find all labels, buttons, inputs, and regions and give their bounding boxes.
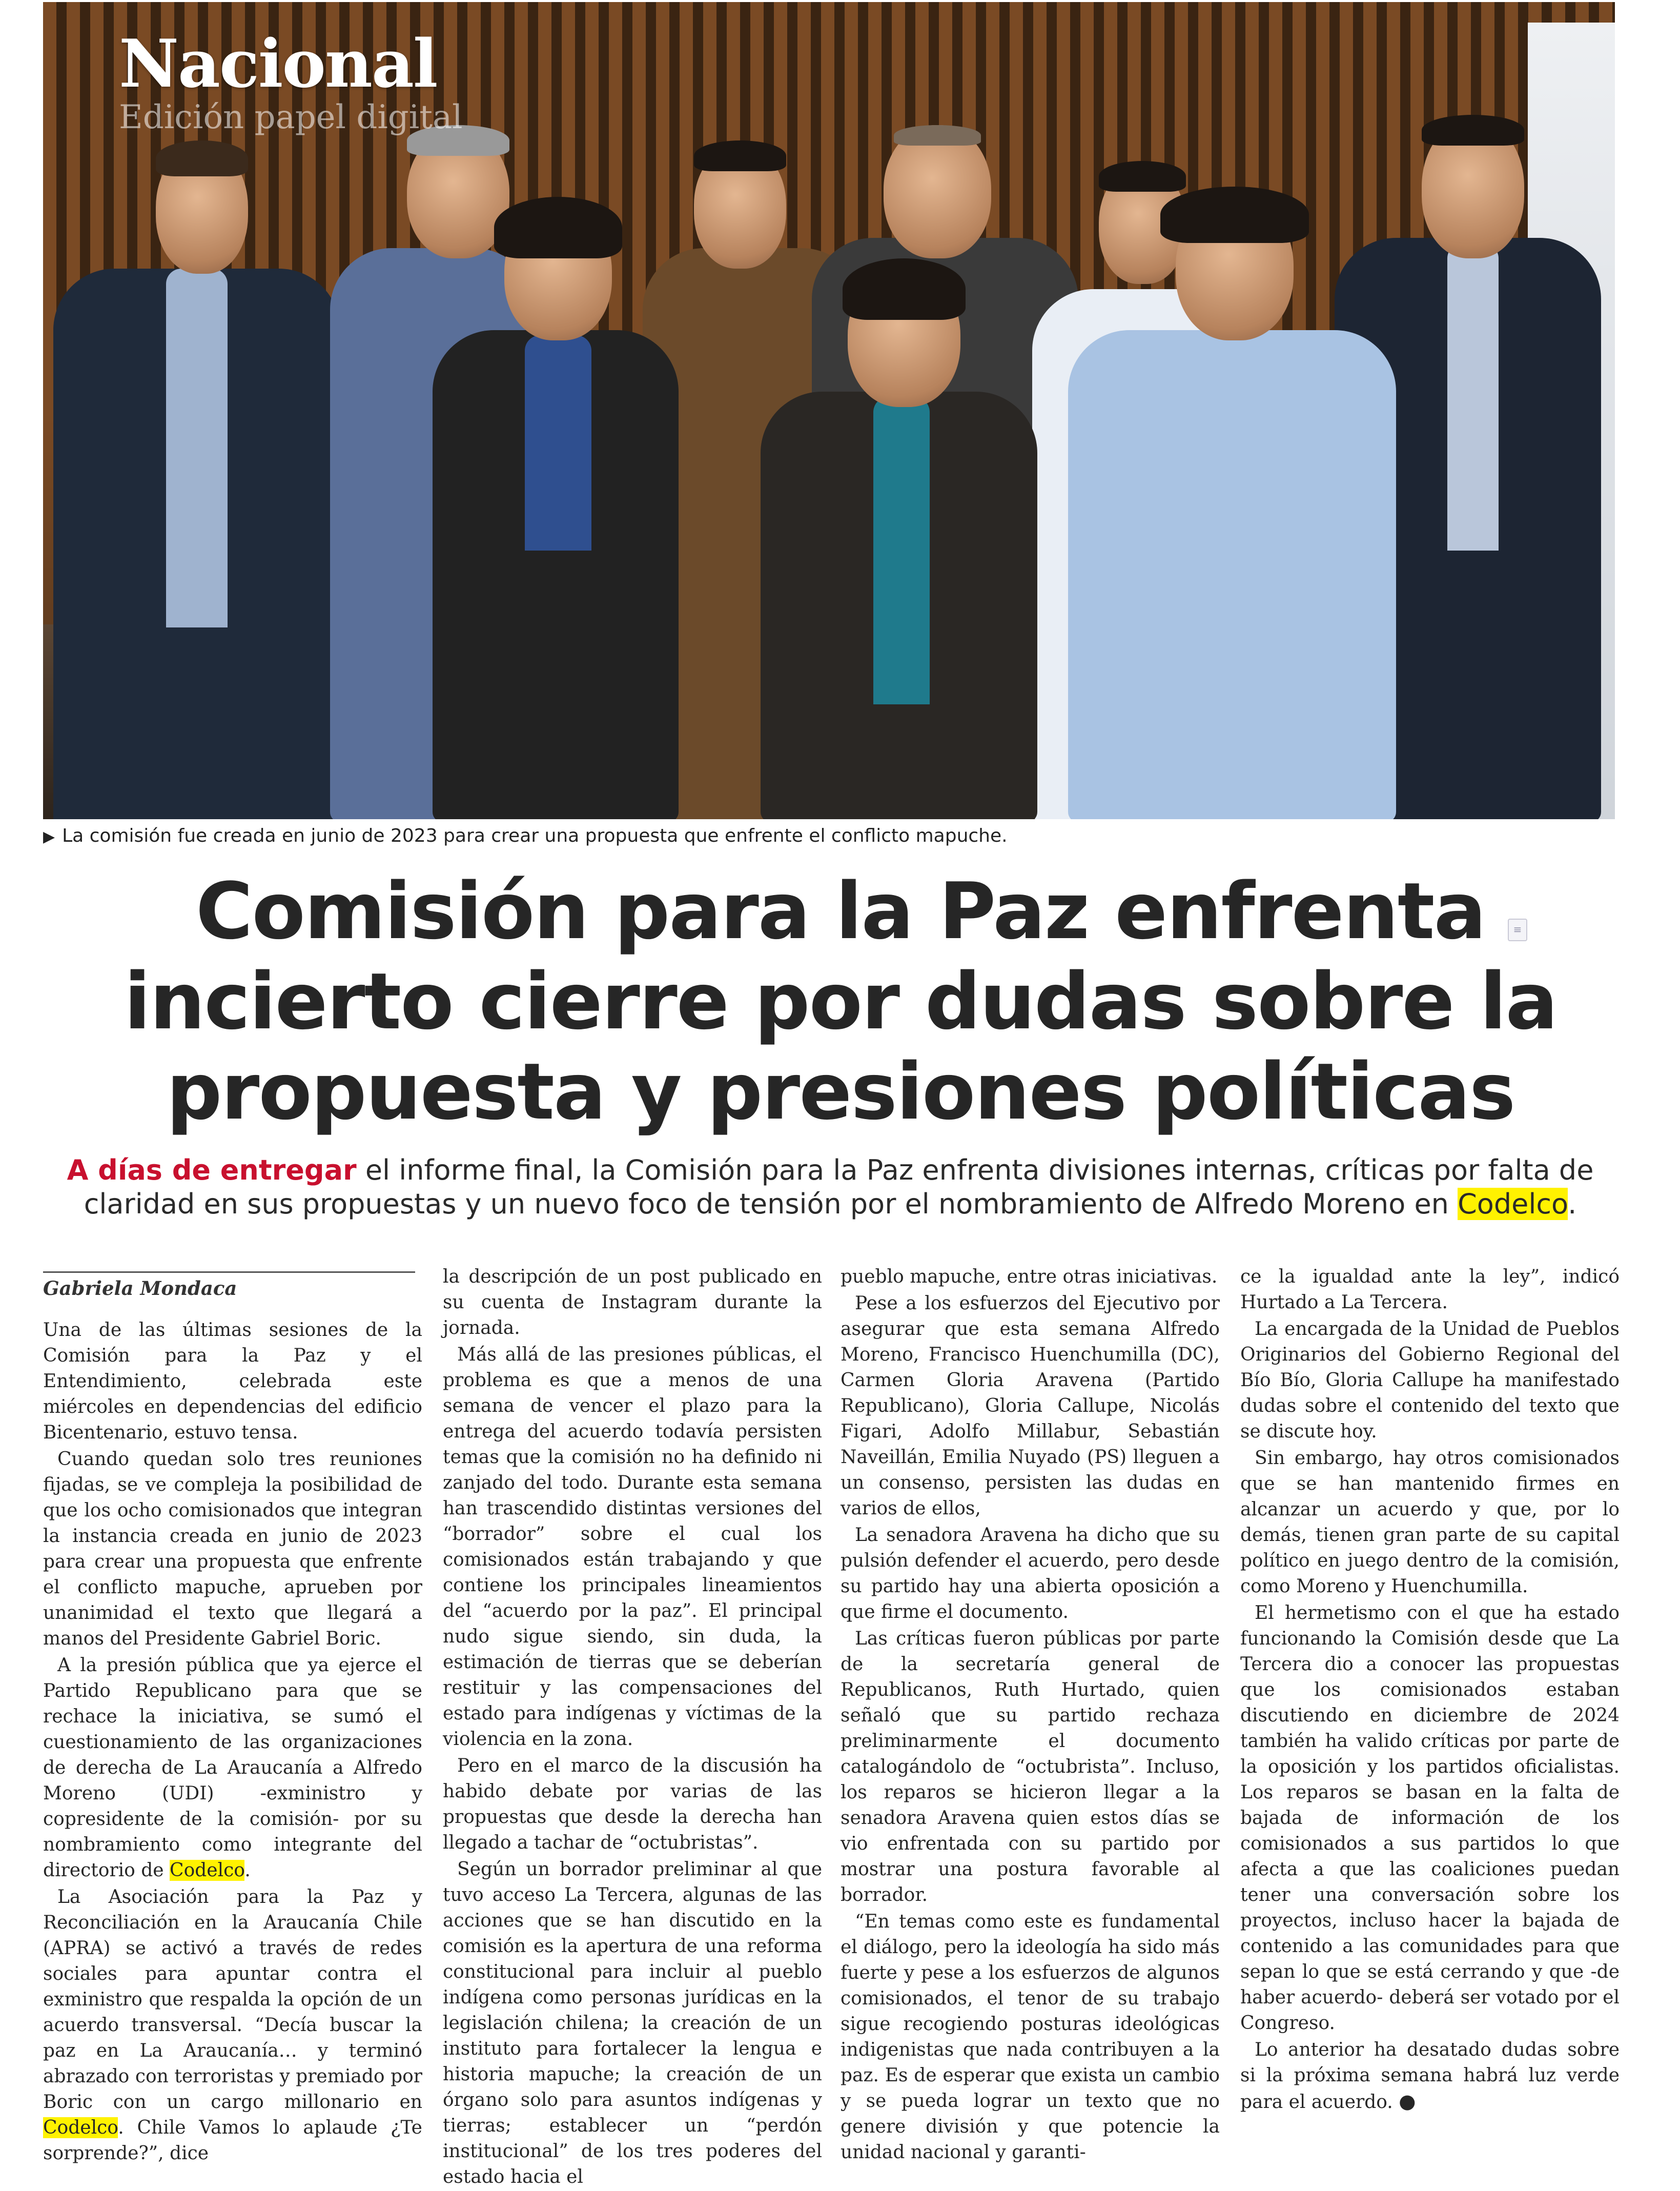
paragraph-text: . (244, 1860, 251, 1881)
paragraph: El hermetismo con el que ha estado funcionando la Comisión desde que La Tercera dio a conocer las propuestas que los comisionados estaban discutiendo en diciembre de 2024 también ha valido críticas por parte de la oposición y los partidos oficialistas. Los reparos se basan en la falta de bajada de información de los comisionados a sus partidos lo que afecta a que las coaliciones puedan tener una conversación sobre los proyectos, incluso hacer la bajada de contenido a las comunidades para que sepan lo que se está cerrando y que -de haber acuerdo- deberá ser votado por el Congreso. (1240, 1602, 1620, 2034)
note-icon[interactable]: ≡ (1508, 919, 1527, 941)
paragraph: Cuando quedan solo tres reuniones fijadas, se ve compleja la posibilidad de que los ocho comisionados que integran la instancia creada en junio de 2023 para crear una propuesta que enfrente el conflicto mapuche, aprueben por unanimidad el texto que llegará a manos del Presidente Gabriel Boric. (43, 1449, 422, 1649)
paragraph: Sin embargo, hay otros comisionados que se han mantenido firmes en alcanzar un acuerdo y que, por lo demás, tienen gran parte de su capital político en juego dentro de la comisión, como Moreno y Huenchumilla. (1240, 1448, 1620, 1597)
lead-text: el informe final, la Comisión para la Paz enfrenta divisiones internas, críticas por falta de claridad en sus propuestas y un nuevo foco de tensión por el nombramiento de Alfredo Moreno en (84, 1154, 1594, 1220)
paragraph-text: A la presión pública que ya ejerce el Partido Republicano para que se rechace la iniciativa, se sumó el cuestionamiento de las organizaciones de derecha de La Araucanía a Alfredo Moreno (UDI) -exministro y copresidente de la comisión- por su nombramiento como integrante del directorio de (43, 1655, 422, 1881)
paragraph: Las críticas fueron públicas por parte de la secretaría general de Republicanos, Ruth Hurtado, quien señaló que su partido rechaza preliminarmente el documento catalogándolo de “octubrista”. Incluso, los reparos se hicieron llegar a la senadora Aravena quien estos días se vio enfrentada con su partido por mostrar una postura favorable al borrador. (841, 1628, 1220, 1905)
article-photo (43, 2, 1615, 819)
paragraph: Pero en el marco de la discusión ha habido debate por varias de las propuestas que desde la derecha han llegado a tachar de “octubristas”. (443, 1755, 822, 1853)
highlight-codelco: Codelco (43, 2117, 118, 2138)
paragraph (1240, 2037, 1620, 2115)
paragraph: Según un borrador preliminar al que tuvo acceso La Tercera, algunas de las acciones que se han discutido en la comisión es la apertura de una reforma constitucional para incluir al pueblo indígena como personas jurídicas en la legislación chilena; la creación de un instituto para fortalecer la lengua e historia mapuche; la creación de un órgano solo para asuntos indígenas y tierras; establecer un “perdón institucional” de los tres poderes del estado hacia el (443, 1859, 822, 2187)
article-column-1 (43, 1317, 422, 2167)
caption-triangle-icon: ▶ (43, 828, 55, 846)
lead-kicker: A días de entregar (67, 1154, 357, 1186)
highlight-codelco: Codelco (170, 1860, 245, 1881)
paragraph: La senadora Aravena ha dicho que su pulsión defender el acuerdo, pero desde su partido hay una abierta oposición a que firme el documento. (841, 1525, 1220, 1622)
article-column-2 (443, 1264, 822, 2191)
section-title: Nacional (119, 26, 437, 103)
paragraph: Pese a los esfuerzos del Ejecutivo por asegurar que esta semana Alfredo Moreno, Francisco Huenchumilla (DC), Carmen Gloria Aravena (Partido Republicano), Gloria Callupe, Nicolás Figari, Adolfo Millabur, Sebastián Naveillán, Emilia Nuyado (PS) lleguen a un consenso, persisten las dudas en varios de ellos, (841, 1293, 1220, 1519)
end-mark-icon: ● (1399, 2090, 1416, 2113)
paragraph (43, 1653, 422, 1883)
paragraph: la descripción de un post publicado en su cuenta de Instagram durante la jornada. (443, 1266, 822, 1338)
paragraph-text: . Chile Vamos lo aplaude ¿Te sorprende?”, dice (43, 2117, 422, 2164)
paragraph: Una de las últimas sesiones de la Comisión para la Paz y el Entendimiento, celebrada este miércoles en dependencias del edificio Bicentenario, estuvo tensa. (43, 1320, 422, 1443)
photo-caption (43, 825, 1615, 846)
paragraph: ce la igualdad ante la ley”, indicó Hurtado a La Tercera. (1240, 1266, 1620, 1313)
headline: Comisión para la Paz enfrenta incierto cierre por dudas sobre la propuesta y presiones políticas (124, 866, 1558, 1137)
article-column-4 (1240, 1264, 1620, 2116)
photo-caption-text: La comisión fue creada en junio de 2023 para crear una propuesta que enfrente el conflicto mapuche. (62, 825, 1008, 846)
paragraph: “En temas como este es fundamental el diálogo, pero la ideología ha sido más fuerte y pese a los esfuerzos de algunos comisionados, el tenor de su trabajo sigue recogiendo posturas ideológicas indigenistas que nada contribuyen a la paz. Es de esperar que exista un cambio y se pueda lograr un texto que no genere división y que potencie la unidad nacional y garanti- (841, 1911, 1220, 2163)
paragraph (43, 1884, 422, 2166)
paragraph-text: Lo anterior ha desatado dudas sobre si la próxima semana habrá luz verde para el acuerdo. (1240, 2039, 1620, 2113)
paragraph-text: La Asociación para la Paz y Reconciliación en la Araucanía Chile (APRA) se activó a través de redes sociales para apuntar contra el exministro que respalda la opción de un acuerdo transversal. “Decía buscar la paz en La Araucanía… y terminó abrazado con terroristas y premiado por Boric con un cargo millonario en (43, 1886, 422, 2113)
lead-paragraph (51, 1153, 1609, 1221)
paragraph: Más allá de las presiones públicas, el problema es que a menos de una semana de vencer el plazo para la entrega del acuerdo todavía persisten temas que la comisión no ha definido ni zanjado del todo. Durante esta semana han trascendido distintas versiones del “borrador” sobre el cual los comisionados están trabajando y que contiene los principales lineamientos del “acuerdo por la paz”. El principal nudo sigue siendo, sin duda, la estimación de tierras que se deberían restituir y las compensaciones del estado para indígenas y víctimas de la violencia en la zona. (443, 1344, 822, 1750)
byline: Gabriela Mondaca (43, 1271, 415, 1300)
lead-highlight-codelco: Codelco (1458, 1188, 1568, 1220)
lead-text-end: . (1568, 1188, 1577, 1220)
paragraph: pueblo mapuche, entre otras iniciativas. (841, 1266, 1218, 1287)
section-edition: Edición papel digital (119, 98, 463, 136)
article-column-3 (841, 1264, 1220, 2166)
paragraph: La encargada de la Unidad de Pueblos Originarios del Gobierno Regional del Bío Bío, Gloria Callupe ha manifestado dudas sobre el contenido del texto que se discute hoy. (1240, 1318, 1620, 1442)
